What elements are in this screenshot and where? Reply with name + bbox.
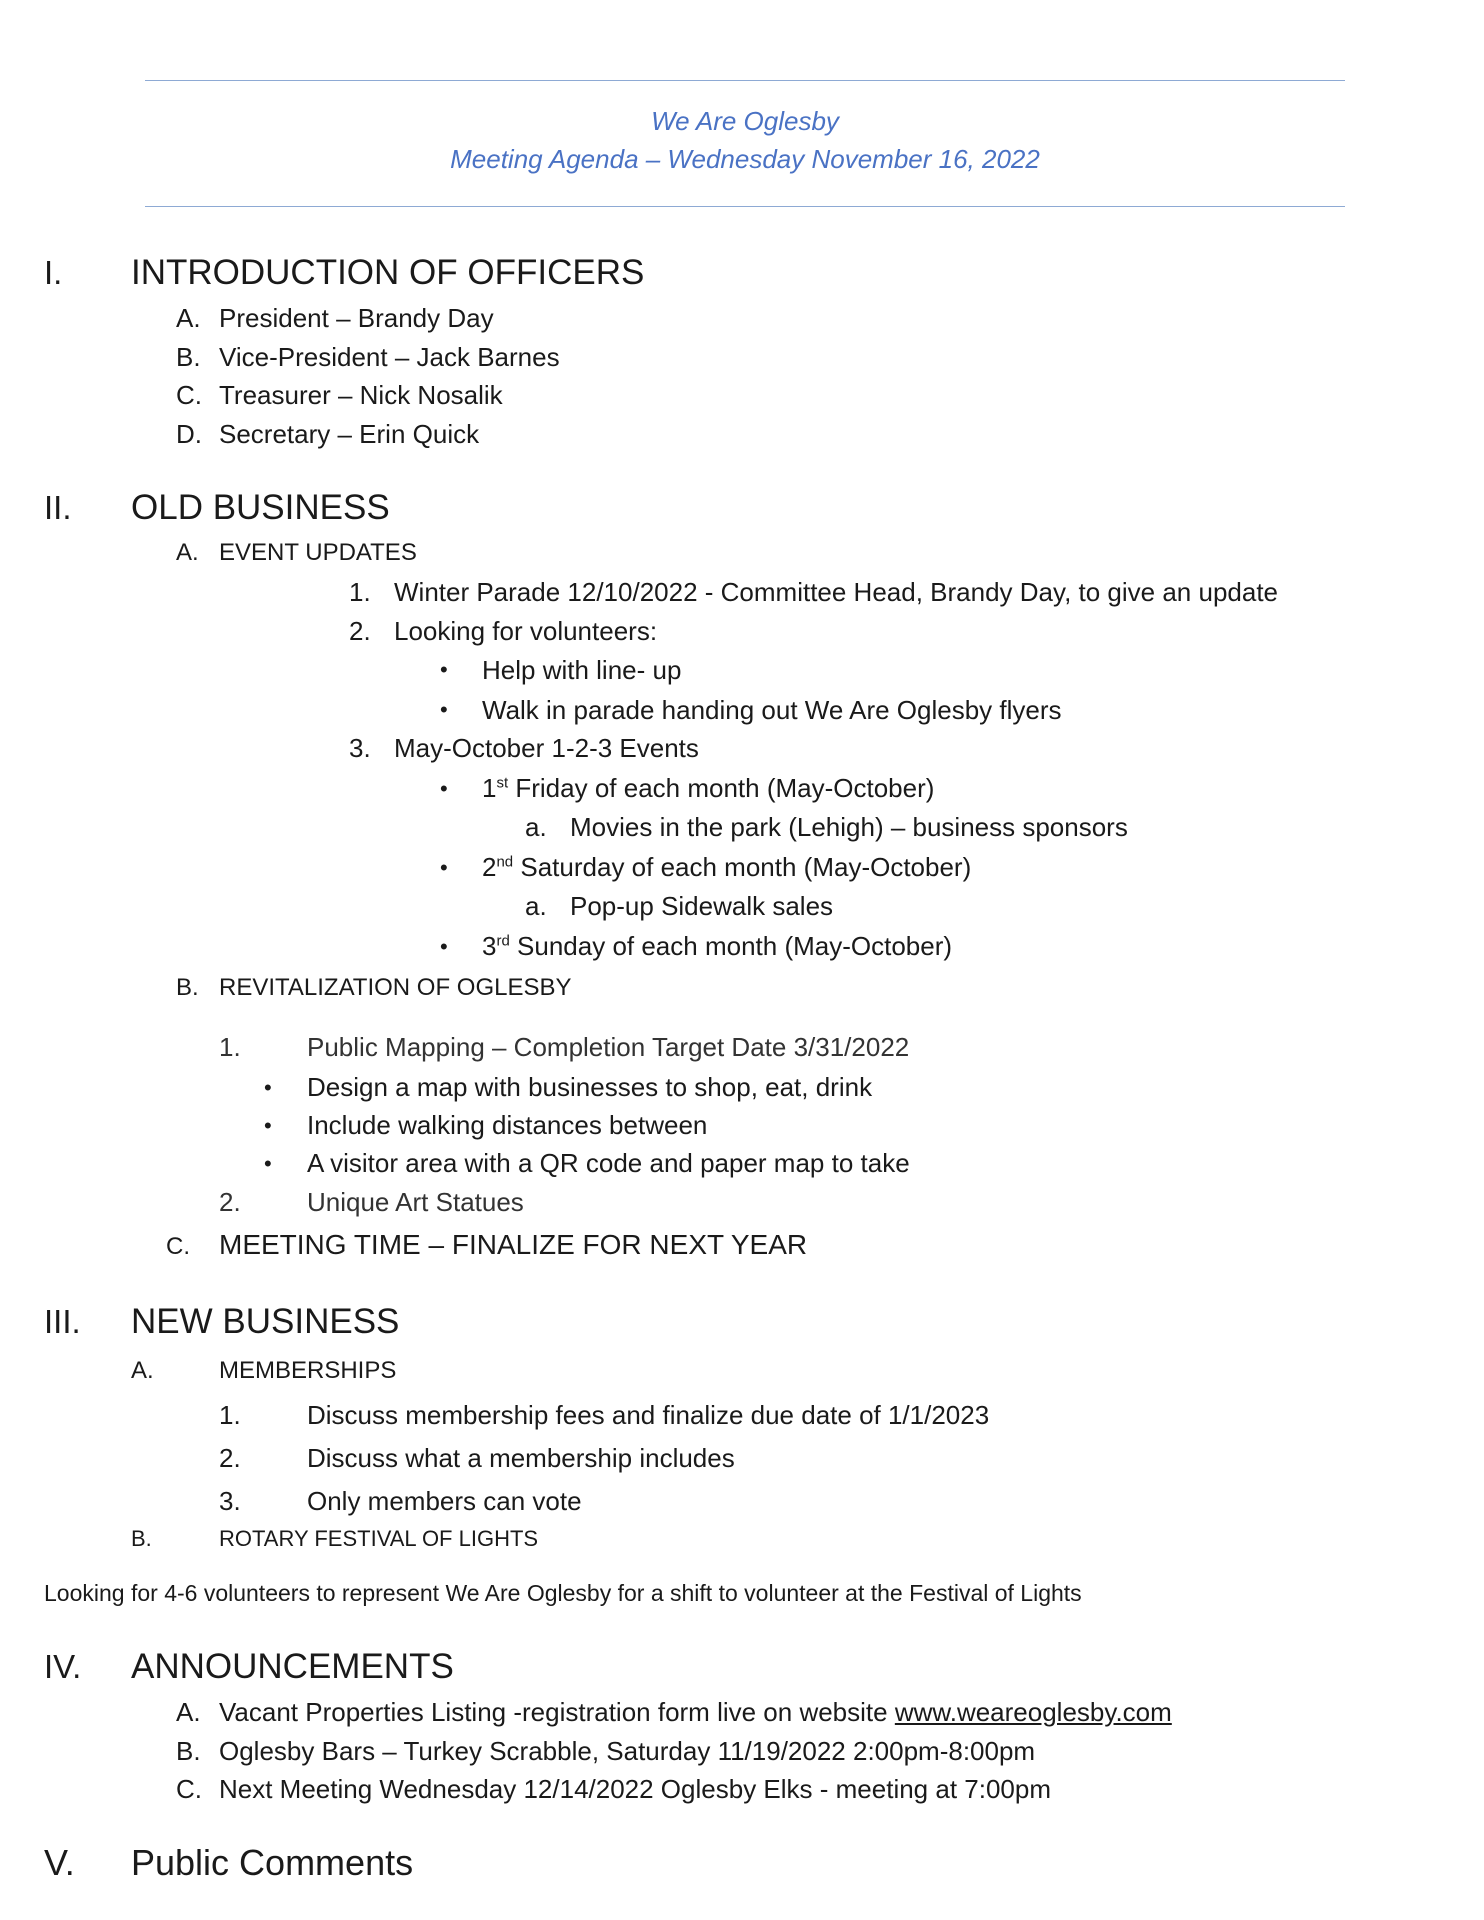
list-number: 2. <box>219 1187 241 1217</box>
section-4-number: IV. <box>44 1648 82 1685</box>
list-letter: a. <box>525 812 547 842</box>
sidewalk-sales-item: Pop-up Sidewalk sales <box>570 891 834 921</box>
subsection-marker: C. <box>166 1233 190 1260</box>
mapping-task: Design a map with businesses to shop, eat, drink <box>307 1072 873 1102</box>
list-number: 2. <box>349 616 371 646</box>
public-mapping-item: Public Mapping – Completion Target Date 3/31/2022 <box>307 1032 910 1062</box>
event-first-friday: 1st Friday of each month (May-October) <box>482 773 935 803</box>
section-1-number: I. <box>44 254 63 291</box>
subsection-marker: B. <box>131 1526 152 1551</box>
list-number: 3. <box>349 733 371 763</box>
section-2-title: OLD BUSINESS <box>131 488 390 527</box>
bullet-icon: • <box>264 1151 272 1176</box>
meeting-time-heading: MEETING TIME – FINALIZE FOR NEXT YEAR <box>219 1229 808 1260</box>
event-updates-heading: EVENT UPDATES <box>219 539 417 566</box>
volunteer-task: Walk in parade handing out We Are Oglesby flyers <box>482 695 1062 725</box>
bullet-icon: • <box>440 855 448 880</box>
bullet-icon: • <box>264 1075 272 1100</box>
subsection-marker: A. <box>176 539 199 566</box>
org-name: We Are Oglesby <box>651 106 839 136</box>
subsection-marker: B. <box>176 974 199 1001</box>
winter-parade-item: Winter Parade 12/10/2022 - Committee Head, Brandy Day, to give an update <box>394 577 1279 607</box>
bullet-icon: • <box>440 697 448 722</box>
list-number: 1. <box>219 1032 241 1062</box>
volunteers-item: Looking for volunteers: <box>394 616 658 646</box>
website-link[interactable]: www.weareoglesby.com <box>894 1697 1172 1727</box>
bullet-icon: • <box>440 934 448 959</box>
list-number: 1. <box>349 577 371 607</box>
membership-item: Discuss what a membership includes <box>307 1443 735 1473</box>
volunteer-task: Help with line- up <box>482 655 682 685</box>
officer-marker: A. <box>176 303 201 333</box>
festival-volunteer-note: Looking for 4-6 volunteers to represent We Are Oglesby for a shift to volunteer at the Festival of Lights <box>44 1580 1082 1606</box>
officer-president: President – Brandy Day <box>219 303 494 333</box>
section-4-title: ANNOUNCEMENTS <box>131 1647 454 1686</box>
section-3-number: III. <box>44 1303 81 1340</box>
announcement-marker: B. <box>176 1736 201 1766</box>
membership-item: Discuss membership fees and finalize due date of 1/1/2023 <box>307 1400 990 1430</box>
mapping-task: A visitor area with a QR code and paper map to take <box>307 1148 910 1178</box>
revitalization-heading: REVITALIZATION OF OGLESBY <box>219 974 572 1001</box>
list-number: 3. <box>219 1486 241 1516</box>
announcement-marker: A. <box>176 1697 201 1727</box>
section-3-title: NEW BUSINESS <box>131 1302 400 1341</box>
memberships-heading: MEMBERSHIPS <box>219 1357 397 1384</box>
meeting-subtitle: Meeting Agenda – Wednesday November 16, 2022 <box>450 144 1040 174</box>
event-second-saturday: 2nd Saturday of each month (May-October) <box>482 852 972 882</box>
list-letter: a. <box>525 891 547 921</box>
announcement-turkey-scrabble: Oglesby Bars – Turkey Scrabble, Saturday 11/19/2022 2:00pm-8:00pm <box>219 1736 1036 1766</box>
event-third-sunday: 3rd Sunday of each month (May-October) <box>482 931 953 961</box>
header-bottom-rule <box>145 206 1345 207</box>
bullet-icon: • <box>440 657 448 682</box>
officer-marker: D. <box>176 419 202 449</box>
section-5-number: V. <box>44 1842 75 1883</box>
subsection-marker: A. <box>131 1357 154 1384</box>
bullet-icon: • <box>264 1113 272 1138</box>
list-number: 2. <box>219 1443 241 1473</box>
bullet-icon: • <box>440 776 448 801</box>
movies-in-park-item: Movies in the park (Lehigh) – business sponsors <box>570 812 1128 842</box>
mapping-task: Include walking distances between <box>307 1110 708 1140</box>
announcement-marker: C. <box>176 1774 202 1804</box>
section-1-title: INTRODUCTION OF OFFICERS <box>131 253 645 292</box>
officer-secretary: Secretary – Erin Quick <box>219 419 480 449</box>
festival-of-lights-heading: ROTARY FESTIVAL OF LIGHTS <box>219 1526 539 1551</box>
officer-marker: B. <box>176 342 201 372</box>
list-number: 1. <box>219 1400 241 1430</box>
announcement-next-meeting: Next Meeting Wednesday 12/14/2022 Oglesby Elks - meeting at 7:00pm <box>219 1774 1051 1804</box>
events-item: May-October 1-2-3 Events <box>394 733 699 763</box>
section-2-number: II. <box>44 489 72 526</box>
officer-marker: C. <box>176 380 202 410</box>
header-top-rule <box>145 80 1345 81</box>
art-statues-item: Unique Art Statues <box>307 1187 524 1217</box>
officer-vice-president: Vice-President – Jack Barnes <box>219 342 560 372</box>
section-5-title: Public Comments <box>131 1842 414 1883</box>
officer-treasurer: Treasurer – Nick Nosalik <box>219 380 503 410</box>
announcement-vacant-properties: Vacant Properties Listing -registration form live on website www.weareoglesby.com <box>219 1697 1172 1727</box>
membership-item: Only members can vote <box>307 1486 582 1516</box>
